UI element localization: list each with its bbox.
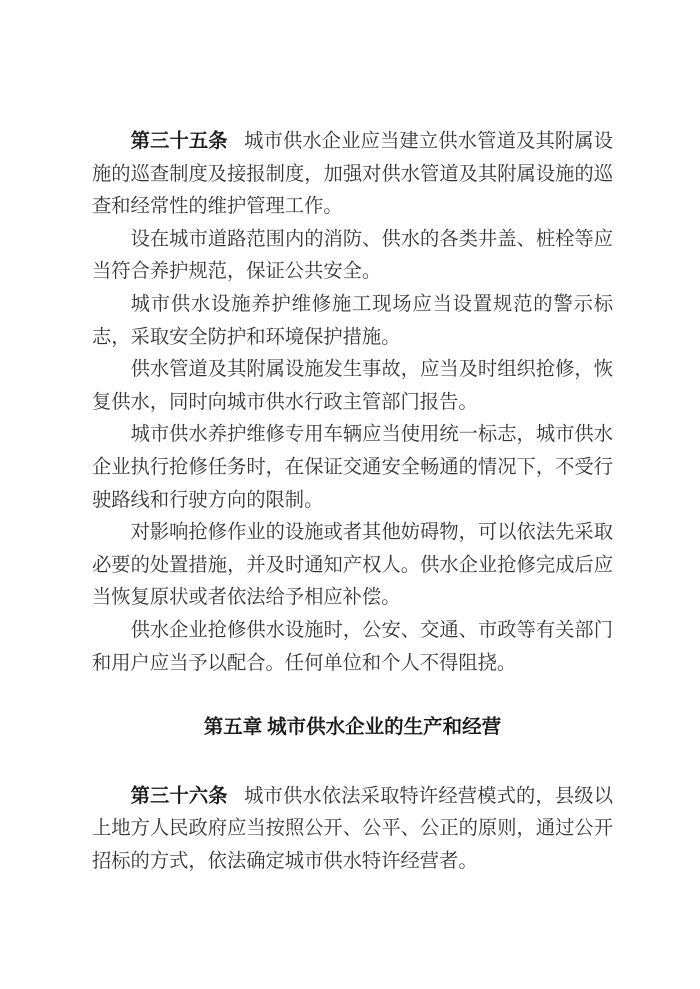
paragraph-text: 供水企业抢修供水设施时，公安、交通、市政等有关部门和用户应当予以配合。任何单位和个人不得阻挠。 [92, 619, 613, 674]
paragraph [92, 354, 613, 419]
article-number: 第三十六条 [130, 785, 228, 807]
paragraph [92, 289, 613, 354]
paragraph-text: 对影响抢修作业的设施或者其他妨碍物，可以依法先采取必要的处置措施，并及时通知产权人。供水企业抢修完成后应当恢复原状或者依法给予相应补偿。 [92, 522, 613, 609]
paragraph-text: 设在城市道路范围内的消防、供水的各类井盖、桩栓等应当符合养护规范，保证公共安全。 [92, 228, 613, 283]
paragraph-article-36 [92, 781, 613, 879]
paragraph [92, 517, 613, 615]
paragraph-article-35 [92, 126, 613, 224]
paragraph-text: 供水管道及其附属设施发生事故，应当及时组织抢修，恢复供水，同时向城市供水行政主管部门报告。 [92, 359, 613, 413]
paragraph [92, 615, 613, 680]
paragraph-text: 城市供水企业应当建立供水管道及其附属设施的巡查制度及接报制度，加强对供水管道及其附属设施的巡查和经常性的维护管理工作。 [92, 131, 614, 218]
paragraph-text: 城市供水养护维修专用车辆应当使用统一标志，城市供水企业执行抢修任务时，在保证交通安全畅通的情况下，不受行驶路线和行驶方向的限制。 [92, 424, 613, 511]
paragraph-text: 城市供水设施养护维修施工现场应当设置规范的警示标志，采取安全防护和环境保护措施。 [92, 293, 613, 348]
paragraph [92, 419, 613, 517]
chapter-heading: 第五章 城市供水企业的生产和经营 [203, 717, 502, 739]
article-number: 第三十五条 [130, 131, 228, 152]
document-body [92, 126, 613, 878]
paragraph [92, 224, 613, 289]
paragraph-text: 城市供水依法采取特许经营模式的，县级以上地方人民政府应当按照公开、公平、公正的原则，通过公开招标的方式，依法确定城市供水特许经营者。 [92, 785, 614, 872]
